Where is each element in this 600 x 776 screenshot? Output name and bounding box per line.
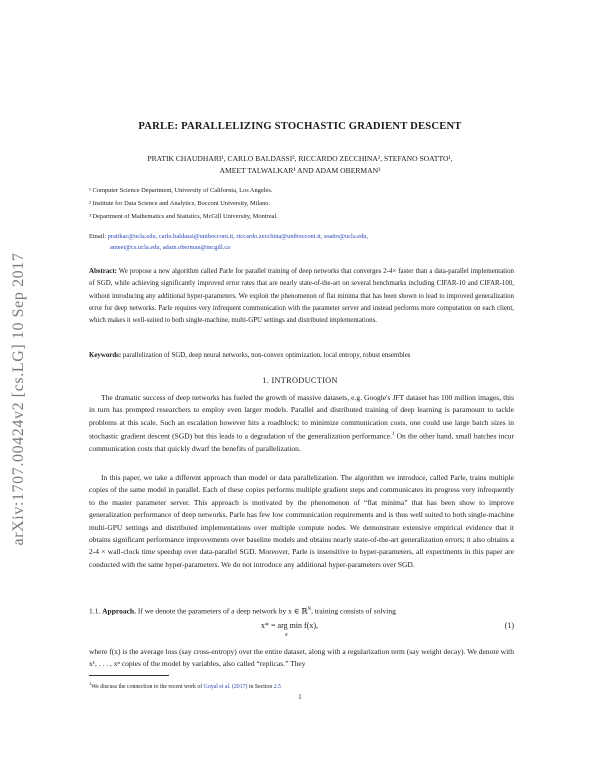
equation-1 [89,621,514,641]
intro-p1-part1: The dramatic success of deep networks has fueled the growth of massive datasets, e.g. Google's JFT dataset has 100 million images, this in turn has prompted researchers to employ even larger models. Parallel and distributed training of deep learning is paramount to tackle problems at this scale. Such an escalation however hits a roadblock: to minimize communication costs, one could use large batch sizes in stochastic gradient descent (SGD) but this leads to a degradation of the generalization performance. [89,393,514,441]
after-equation-text: where f(x) is the average loss (say cross-entropy) over the entire dataset, along with a regularization term (say weight decay). We denote with x¹, . . . , xⁿ copies of the model by variables, also called “replicas.” They [89,647,514,669]
footnote-citation-link[interactable]: Goyal et al. (2017) [203,683,248,690]
subsection-approach [89,604,514,618]
affiliation-3: ³ Department of Mathematics and Statistics, McGill University, Montreal. [89,213,278,220]
footnote-section-link[interactable]: 2.5 [273,683,281,690]
footnote-rule [89,675,169,676]
subsection-text-sup: N [307,607,312,612]
email-block [89,232,514,253]
author-line-2: AMEET TALWALKAR¹ AND ADAM OBERMAN³ [219,166,381,175]
abstract-label: Abstract: [89,268,117,275]
affiliation-2: ² Institute for Data Science and Analytics, Bocconi University, Milano. [89,200,271,207]
abstract [89,266,514,327]
subsection-text-after: , training consists of solving [311,606,396,616]
affiliation-1: ¹ Computer Science Department, University of California, Los Angeles. [89,187,273,194]
subsection-title: Approach. [102,606,136,616]
footnote-mark[interactable]: 1 [391,432,395,438]
equation-number: (1) [504,621,514,630]
email-links-line-1[interactable]: pratikac@ucla.edu, carlo.baldassi@unibocconi.it, riccardo.zecchina@unibocconi.it, soatto@ucla.edu, [107,233,369,240]
intro-paragraph-1 [89,392,514,456]
section-title: INTRODUCTION [271,376,338,385]
intro-paragraph-2: In this paper, we take a different approach than model or data parallelization. The algorithm we introduce, called Parle, trains multiple copies of the same model in parallel. Each of these copies performs multiple gradient steps and communicates its progress very infrequently to the master parameter server. This approach is motivated by the phenomenon of “flat minima” that has been show to improve generalization performance of deep networks. Parle has few low communication requirements and is thus well suited to both single-machine multi-GPU settings and distributed implementations over multiple compute nodes. We demonstrate extensive empirical evidence that it obtains significant performance improvements over baseline models and obtains nearly state-of-the-art generalization errors; it also obtains a 2-4 × wall-clock time speedup over data-parallel SGD. Moreover, Parle is insensitive to hyper-parameters, all experiments in this paper are conducted with the same hyper-parameters. We do not introduce any additional hyper-parameters over SGD. [89,473,514,569]
page-number: 1 [298,694,302,701]
arxiv-stamp [4,212,34,586]
footnote-text-mid: in Section [247,683,274,690]
subsection-number: 1.1. [89,606,101,616]
subsection-text-before: If we denote the parameters of a deep network by x ∈ ℝ [137,606,308,616]
arxiv-stamp-text: arXiv:1707.00424v2 [cs.LG] 10 Sep 2017 [10,252,27,546]
intro-p1-part2: On the other hand, small batches incur communication costs that quickly dwarf the benefits of parallelization. [89,431,515,454]
footnote [89,680,514,691]
footnote-text-before: We discuss the connection to the recent work of [91,683,204,690]
section-number: 1. [262,376,270,385]
author-line-1: PRATIK CHAUDHARI¹, CARLO BALDASSI², RICCARDO ZECCHINA², STEFANO SOATTO¹, [147,154,453,163]
equation-body: x* = arg min f(x), [261,621,319,630]
keywords [89,351,514,361]
equation-subscript: x [285,632,288,638]
email-label: Email: [89,233,107,240]
email-links-line-2[interactable]: ameet@cs.ucla.edu, adam.oberman@mcgill.ca [110,243,231,251]
author-list [100,153,500,177]
keywords-text: parallelization of SGD, deep neural networks, non-convex optimization, local entropy, robust ensembles [122,352,411,359]
section-heading [0,376,600,385]
paper-title: PARLE: PARALLELIZING STOCHASTIC GRADIENT DESCENT [138,121,462,132]
abstract-text: We propose a new algorithm called Parle for parallel training of deep networks that converges 2-4× faster than a data-parallel implementation of SGD, while achieving significantly improved error rates that are nearly state-of-the-art on several benchmarks including CIFAR-10 and CIFAR-100, without introducing any additional hyper-parameters. We exploit the phenomenon of flat minima that has been shown to lead to improved generalization error for deep networks. Parle requires very infrequent communication with the parameter server and instead performs more computation on each client, which makes it well-suited to both single-machine, multi-GPU settings and distributed implementations. [89,268,514,325]
keywords-label: Keywords: [89,352,122,359]
footnote-number: 1 [89,681,92,686]
